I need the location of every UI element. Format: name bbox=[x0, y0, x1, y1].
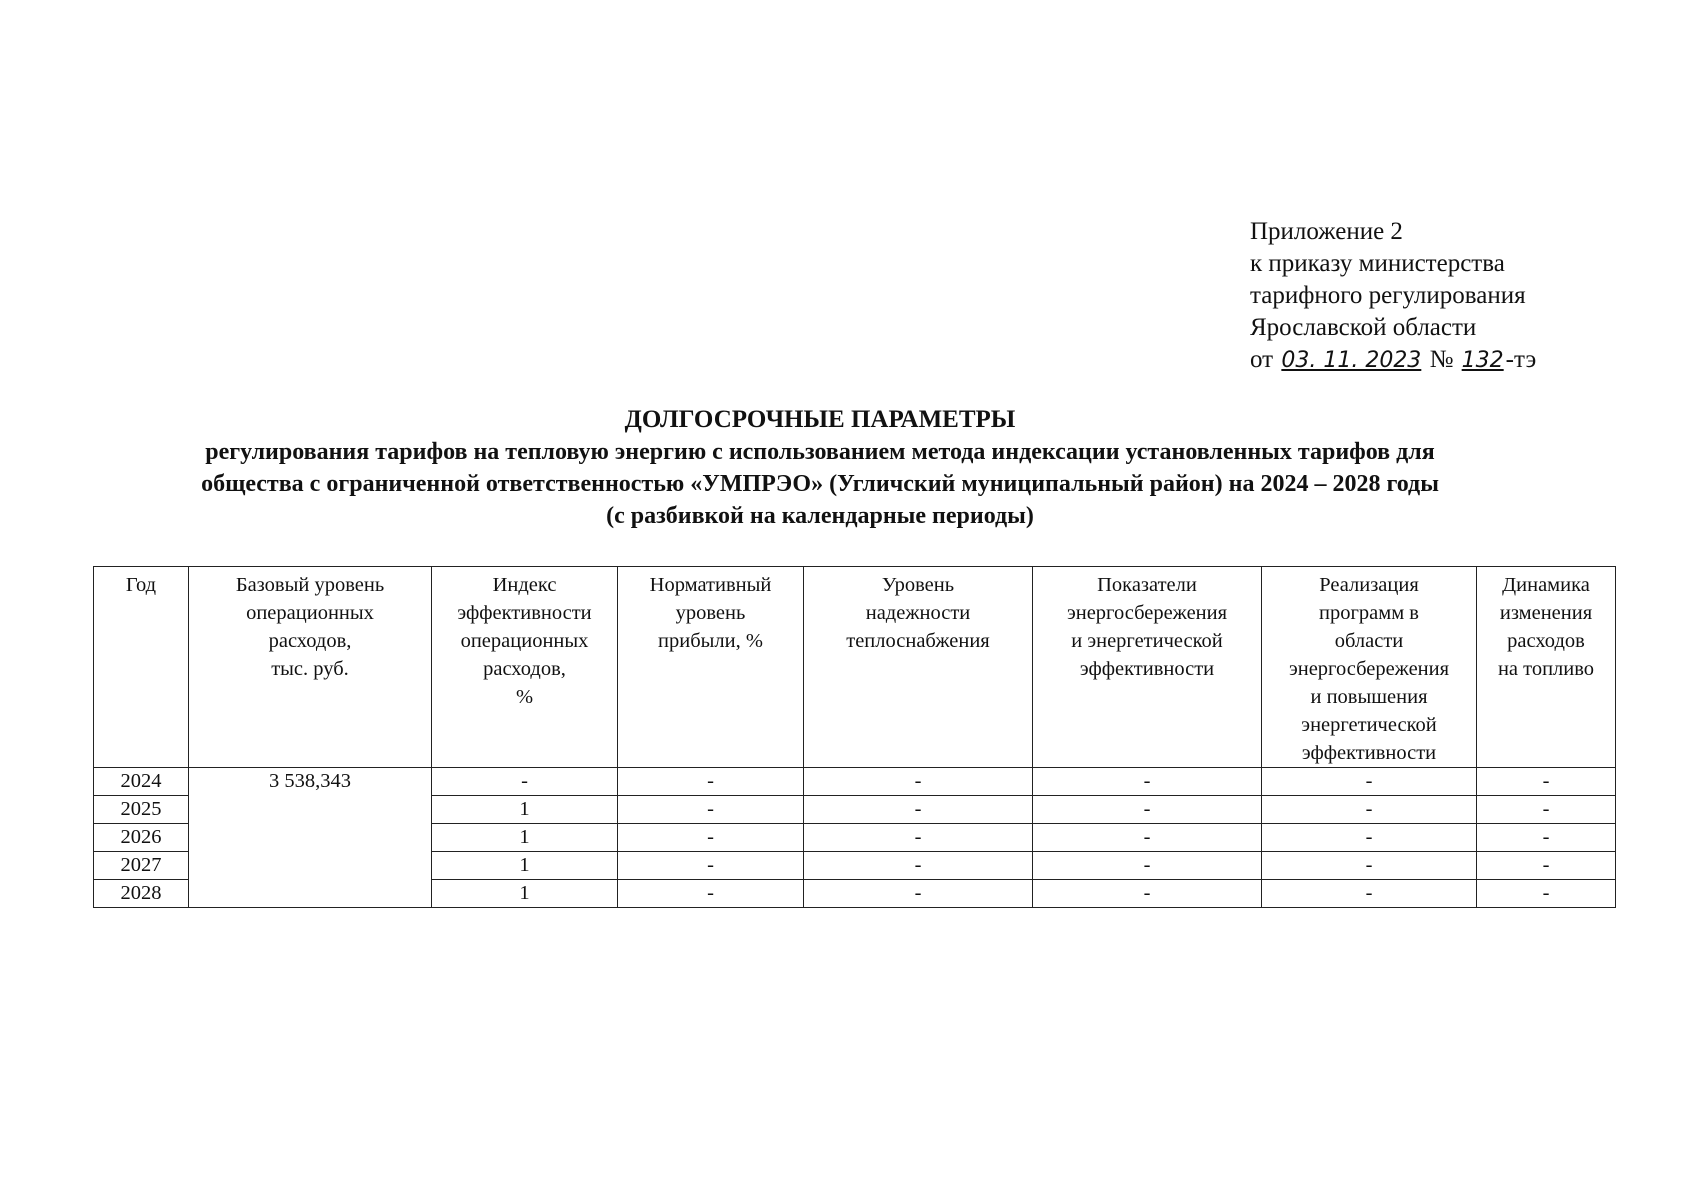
header-text-line: расходов, bbox=[268, 630, 352, 652]
header-text-line: эффективности bbox=[1079, 658, 1215, 680]
cell-fuel: - bbox=[1477, 768, 1616, 796]
cell-programs: - bbox=[1262, 768, 1477, 796]
cell-index: 1 bbox=[432, 880, 618, 908]
table-row bbox=[94, 768, 1616, 796]
cell-fuel: - bbox=[1477, 852, 1616, 880]
header-text-line: энергосбережения bbox=[1066, 602, 1228, 624]
handwritten-date: 03. 11. 2023 bbox=[1281, 348, 1422, 373]
cell-index: 1 bbox=[432, 824, 618, 852]
cell-programs: - bbox=[1262, 852, 1477, 880]
header-text-line: и энергетической bbox=[1071, 630, 1223, 652]
header-text-line: тыс. руб. bbox=[271, 658, 349, 680]
cell-reliability: - bbox=[804, 852, 1033, 880]
header-profit-level bbox=[618, 567, 804, 768]
header-text-line: Индекс bbox=[492, 574, 557, 596]
header-text-line: расходов, bbox=[483, 658, 566, 680]
header-text-line: Динамика bbox=[1502, 574, 1590, 596]
cell-profit: - bbox=[618, 768, 804, 796]
header-fuel-dynamics bbox=[1477, 567, 1616, 768]
header-text-line: на топливо bbox=[1497, 658, 1595, 680]
header-text-line: надежности bbox=[865, 602, 971, 624]
cell-reliability: - bbox=[804, 824, 1033, 852]
header-text-line: Год bbox=[125, 574, 157, 596]
header-base-level bbox=[189, 567, 432, 768]
header-text-line: уровень bbox=[675, 602, 746, 624]
cell-fuel: - bbox=[1477, 796, 1616, 824]
cell-energy: - bbox=[1033, 824, 1262, 852]
date-prefix: от bbox=[1250, 346, 1274, 373]
cell-reliability: - bbox=[804, 796, 1033, 824]
annex-line: Ярославской области bbox=[1250, 314, 1477, 341]
cell-reliability: - bbox=[804, 880, 1033, 908]
annex-date-line bbox=[1250, 344, 1536, 377]
cell-energy: - bbox=[1033, 768, 1262, 796]
cell-base-level: 3 538,343 bbox=[189, 768, 432, 908]
header-text-line: эффективности bbox=[457, 602, 592, 624]
cell-profit: - bbox=[618, 852, 804, 880]
annex-line: к приказу министерства bbox=[1250, 250, 1505, 277]
header-text-line: энергосбережения bbox=[1288, 658, 1450, 680]
cell-index: 1 bbox=[432, 852, 618, 880]
header-text-line: Показатели bbox=[1097, 574, 1197, 596]
cell-programs: - bbox=[1262, 824, 1477, 852]
header-text-line: Нормативный bbox=[649, 574, 772, 596]
number-suffix: -тэ bbox=[1505, 346, 1537, 373]
cell-year: 2028 bbox=[94, 880, 189, 908]
header-text-line: энергетической bbox=[1301, 714, 1437, 736]
annex-line: тарифного регулирования bbox=[1250, 282, 1526, 309]
header-text-line: программ в bbox=[1319, 602, 1419, 624]
cell-profit: - bbox=[618, 824, 804, 852]
number-prefix: № bbox=[1429, 346, 1454, 373]
header-reliability bbox=[804, 567, 1033, 768]
cell-programs: - bbox=[1262, 880, 1477, 908]
cell-index: 1 bbox=[432, 796, 618, 824]
header-text-line: эффективности bbox=[1301, 742, 1437, 764]
document-subtitle-line: общества с ограниченной ответственностью «УМПРЭО» (Угличский муниципальный район) на 2024 – 2028 годы bbox=[201, 471, 1439, 497]
header-text-line: операционных bbox=[246, 602, 374, 624]
cell-reliability: - bbox=[804, 768, 1033, 796]
cell-year: 2024 bbox=[94, 768, 189, 796]
header-text-line: прибыли, % bbox=[658, 630, 763, 652]
header-text-line: теплоснабжения bbox=[846, 630, 990, 652]
cell-fuel: - bbox=[1477, 824, 1616, 852]
header-energy-saving bbox=[1033, 567, 1262, 768]
cell-index: - bbox=[432, 768, 618, 796]
cell-year: 2025 bbox=[94, 796, 189, 824]
header-text-line: расходов bbox=[1507, 630, 1585, 652]
cell-energy: - bbox=[1033, 880, 1262, 908]
cell-year: 2026 bbox=[94, 824, 189, 852]
header-text-line: % bbox=[515, 686, 534, 708]
header-text-line: Уровень bbox=[881, 574, 955, 596]
handwritten-number: 132 bbox=[1461, 348, 1504, 373]
cell-energy: - bbox=[1033, 796, 1262, 824]
header-year bbox=[94, 567, 189, 768]
cell-energy: - bbox=[1033, 852, 1262, 880]
annex-line: Приложение 2 bbox=[1250, 218, 1403, 245]
header-text-line: Базовый уровень bbox=[235, 574, 385, 596]
table-header-row bbox=[94, 567, 1616, 768]
header-text-line: операционных bbox=[460, 630, 589, 652]
cell-fuel: - bbox=[1477, 880, 1616, 908]
annex-block bbox=[1250, 216, 1536, 377]
cell-year: 2027 bbox=[94, 852, 189, 880]
header-text-line: Реализация bbox=[1319, 574, 1419, 596]
cell-profit: - bbox=[618, 880, 804, 908]
header-text-line: изменения bbox=[1499, 602, 1593, 624]
header-efficiency-index bbox=[432, 567, 618, 768]
header-text-line: и повышения bbox=[1310, 686, 1428, 708]
document-subtitle-line: регулирования тарифов на тепловую энергию с использованием метода индексации установленных тарифов для bbox=[205, 439, 1435, 465]
header-text-line: области bbox=[1334, 630, 1404, 652]
header-programs bbox=[1262, 567, 1477, 768]
document-heading bbox=[100, 404, 1540, 532]
document-title: ДОЛГОСРОЧНЫЕ ПАРАМЕТРЫ bbox=[624, 406, 1016, 433]
document-subtitle-line: (с разбивкой на календарные периоды) bbox=[606, 503, 1034, 529]
cell-programs: - bbox=[1262, 796, 1477, 824]
parameters-table bbox=[93, 566, 1616, 908]
cell-profit: - bbox=[618, 796, 804, 824]
